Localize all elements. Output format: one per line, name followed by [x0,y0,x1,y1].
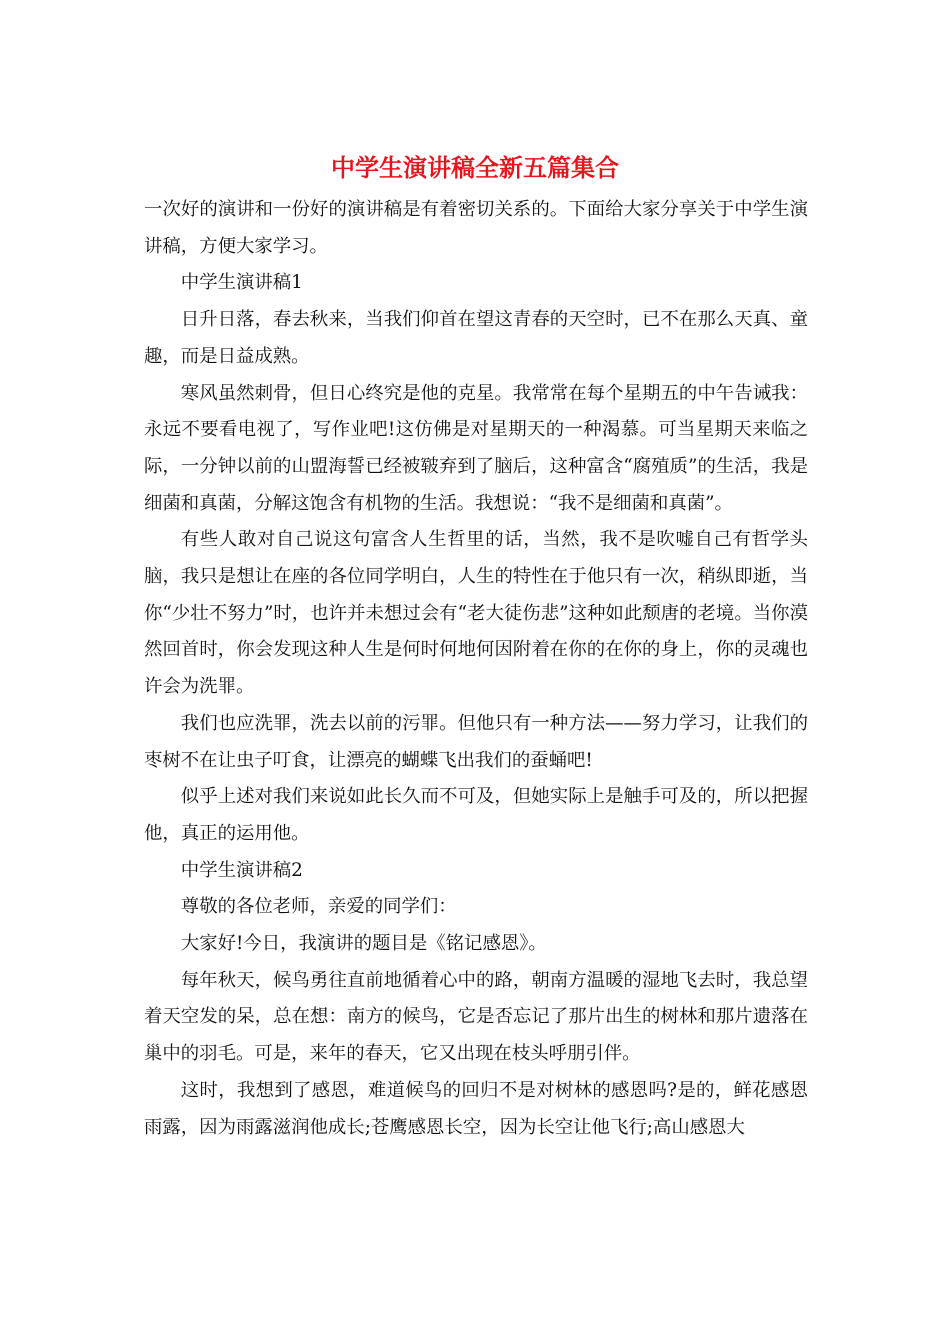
section-heading-2: 中学生演讲稿2 [180,859,303,881]
body-paragraph: 似乎上述对我们来说如此长久而不可及，但她实际上是触手可及的，所以把握他，真正的运用他。 [144,786,808,844]
body-paragraph: 日升日落，春去秋来，当我们仰首在望这青春的天空时，已不在那么天真、童趣，而是日益成熟。 [144,309,808,367]
body-paragraph: 这时，我想到了感恩，难道候鸟的回归不是对树林的感恩吗?是的，鲜花感恩雨露，因为雨露滋润他成长;苍鹰感恩长空，因为长空让他飞行;高山感恩大 [144,1079,808,1138]
body-paragraph: 寒风虽然刺骨，但日心终究是他的克星。我常常在每个星期五的中午告诫我：永远不要看电视了，写作业吧!这仿佛是对星期天的一种渴慕。可当星期天来临之际，一分钟以前的山盟海誓已经被皲弃到了脑后，这种富含“腐殖质”的生活，我是细菌和真菌，分解这饱含有机物的生活。我想说：“我不是细菌和真菌”。 [144,382,808,514]
section-heading-1: 中学生演讲稿1 [180,272,303,294]
body-paragraph: 我们也应洗罪，洗去以前的污罪。但他只有一种方法——努力学习，让我们的枣树不在让虫子叮食，让漂亮的蝴蝶飞出我们的蚕蛹吧! [144,712,808,771]
document-body [144,192,808,1146]
body-paragraph: 有些人敢对自己说这句富含人生哲里的话，当然，我不是吹嘘自己有哲学头脑，我只是想让在座的各位同学明白，人生的特性在于他只有一次，稍纵即逝，当你“少壮不努力”时，也许并未想过会有“老大徒伤悲”这种如此颓唐的老境。当你漠然回首时，你会发现这种人生是何时何地何因附着在你的在你的身上，你的灵魂也许会为洗罪。 [144,529,808,698]
document-title: 中学生演讲稿全新五篇集合 [331,153,619,182]
body-paragraph: 尊敬的各位老师，亲爱的同学们： [180,896,457,918]
body-paragraph: 每年秋天，候鸟勇往直前地循着心中的路，朝南方温暖的湿地飞去时，我总望着天空发的呆，总在想：南方的候鸟，它是否忘记了那片出生的树林和那片遗落在巢中的羽毛。可是，来年的春天，它又出现在枝头呼朋引伴。 [144,969,808,1065]
body-paragraph: 大家好!今日，我演讲的题目是《铭记感恩》。 [180,933,547,955]
intro-paragraph: 一次好的演讲和一份好的演讲稿是有着密切关系的。下面给大家分享关于中学生演讲稿，方便大家学习。 [144,199,808,257]
